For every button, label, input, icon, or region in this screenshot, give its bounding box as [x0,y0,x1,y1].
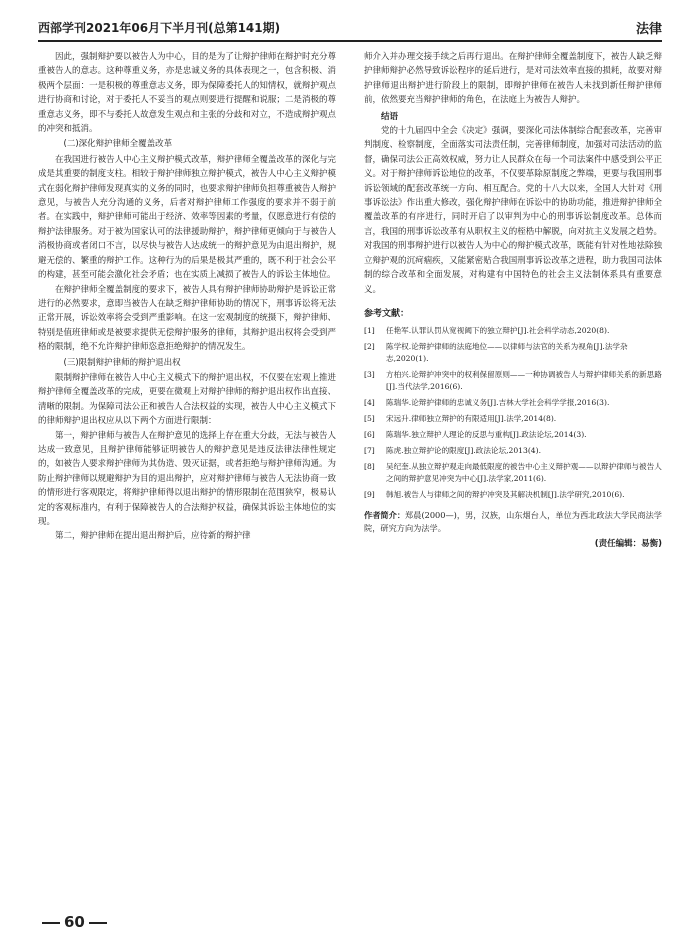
paragraph: 第一，辩护律师与被告人在辩护意见的选择上存在重大分歧，无法与被告人达成一致意见，且辩护律师能够证明被告人的辩护意见是违反法律法律性规定的，如被告人要求辩护律师为其伪造、毁灭证据，或者拒绝与辩护律师沟通。为防止辩护律师以规避辩护为目的退出辩护，应对辩护律师与被告人无法协商一致的情形进行客观限定，将辩护律师得以退出辩护的情形限制在范围狭窄，极易认定的客观标准内，有利于保障被告人的合法辩护权益，确保其诉讼主体地位的实现。 [38,430,336,527]
section-heading: (三)限制辩护律师的辩护退出权 [63,357,181,368]
reference-item: [4] 陈瑞华.论辩护律师的忠诚义务[J].吉林大学社会科学学报,2016(3). [364,398,610,408]
paragraph: 在辩护律师全覆盖制度的要求下，被告人具有辩护律师协助辩护是诉讼正常进行的必然要求，意即当被告人在缺乏辩护律师协助的情况下，刑事诉讼将无法正常开展，诉讼效率将会受到严重影响。在这一宏观制度的统摄下，辩护律师、特别是值班律师或是被要求提供无偿辩护服务的律师，其辩护退出权将会受到严格的限制，绝不允许辩护律师恣意拒绝辩护的情况发生。 [38,284,336,353]
references-heading: 参考文献： [364,308,410,319]
editor-note: (责任编辑：易衡) [594,539,662,550]
footer-dash [42,922,60,924]
reference-item: [3] 方柏兴.论辩护冲突中的权利保留原则——一种协调被告人与辩护律师关系的新思路[J].当代法学,2016(6). [364,370,662,392]
reference-item: [9] 韩旭.被告人与律师之间的辩护冲突及其解决机制[J].法学研究,2010(6). [364,490,625,500]
paragraph: 师介入并办理交接手续之后再行退出。在辩护律师全覆盖制度下，被告人缺乏辩护律师辩护必然导致诉讼程序的延后进行，是对司法效率直接的损耗，故要对辩护律师退出辩护进行阶段上的限制，即辩护律师在被告人未找到新任辩护律师前，依然要充当辩护律师的角色，在法庭上为被告人辩护。 [364,52,662,106]
reference-item: [1] 任艳军.认罪认罚从宽视阈下的独立辩护[J].社会科学动态,2020(8). [364,326,610,336]
footer-dash [89,922,107,924]
author-text: 郑晨(2000—)，男，汉族，山东烟台人，单位为西北政法大学民商法学院，研究方向为法学。 [364,510,662,534]
conclusion-heading: 结语 [381,111,399,122]
journal-title: 西部学刊2021年06月下半月刊(总第141期) [38,21,281,35]
paragraph: 第二，辩护律师在提出退出辩护后，应待新的辩护律 [55,531,251,542]
paragraph: 限制辩护律师在被告人中心主义模式下的辩护退出权，不仅要在宏观上推进辩护律师全覆盖改革的完成，更要在微观上对辩护律师的辩护退出权作出直接、清晰的限制。为保障司法公正和被告人合法权益的实现，被告人中心主义模式下的律师辩护退出权应从以下两个方面进行限制： [38,372,336,427]
section-label: 法律 [635,22,662,37]
reference-item: [5] 宋远升.律师独立辩护的有限适用[J].法学,2014(8). [364,414,557,424]
reference-item: [8] 吴纪奎.从独立辩护观走向最低限度的被告中心主义辩护观——以辩护律师与被告人之间的辩护意见冲突为中心[J].法学家,2011(6). [364,462,662,484]
references-list [364,325,662,501]
paragraph: 在我国进行被告人中心主义辩护模式改革，辩护律师全覆盖改革的深化与完成是其重要的制度支柱。相较于辩护律师独立辩护模式，被告人中心主义辩护模式在弱化辩护律师发现真实的义务的同时，也要求辩护律师负担尊重被告人辩护意见，与被告人充分沟通的义务，后者对辩护律师工作强度的要求并不弱于前者。在实践中，辩护律师可能出于经济、效率等因素的考量，仅愿意进行有偿的辩护法律服务。对于被为国家认可的法律援助辩护，辩护律师更倾向于与被告人消极协商或者闭口不言，以尽快与被告人达成统一的辩护意见为由退出辩护，规避无偿的、繁重的辩护工作。这种行为的后果是极其严重的，既不利于社会公平的构建，甚至可能会激化社会矛盾；也在实质上减损了被告人的诉讼主体地位。 [38,154,336,281]
section-heading: (二)深化辩护律师全覆盖改革 [63,139,173,150]
reference-item: [7] 陈虎.独立辩护论的限度[J].政法论坛,2013(4). [364,446,542,456]
reference-item: [2] 陈学权.论辩护律师的法庭地位——以律师与法官的关系为视角[J].法学杂志,2020(1). [364,342,628,364]
author-bio [364,509,662,535]
page-header [38,16,662,42]
paragraph: 因此，强制辩护要以被告人为中心，目的是为了让辩护律师在辩护时充分尊重被告人的意志。这种尊重义务，亦是忠诚义务的具体表现之一，包含积极、消极两个层面：一是积极的尊重意志义务，即为保障委托人的知情权，就辩护观点进行协商和讨论，对于委托人不妥当的观点则要进行提醒和说服；二是消极的尊重意志义务，即不与委托人故意发生观点和主张的分歧和对立，不造成辩护观点的冲突和抵消。 [38,52,336,135]
author-label: 作者简介： [364,510,406,521]
left-column [38,50,336,544]
reference-item: [6] 陈瑞华.独立辩护人理论的反思与重构[J].政法论坛,2014(3). [364,430,587,440]
page-number: 60 [64,913,85,931]
page-footer [38,913,111,931]
paragraph: 党的十九届四中全会《决定》强调，要深化司法体制综合配套改革，完善审判制度、检察制度，全面落实司法责任制，完善律师制度，加强对司法活动的监督，确保司法公正高效权威，努力让人民群众在每一个司法案件中感受到公平正义。对于辩护律师诉讼地位的改革，不仅要革除原制度之弊端，更要与我国刑事诉讼领域的配套改革统一方向、相互配合。党的十八大以来，全国人大针对《刑事诉讼法》作出重大修改，强化辩护律师在诉讼中的协助功能，推进辩护律师全覆盖改革的有序进行，同时开启了以审判为中心的刑事诉讼制度改革。总体而言，我国的刑事诉讼改革有从职权主义的桎梏中解脱，向对抗主义发展之趋势。对我国的刑事辩护进行以被告人为中心的辩护模式改革，既能有针对性地祛除独立辩护观的沉疴痼疾，又能紧密贴合我国刑事诉讼改革之进程，助力我国司法体制的综合改革和全面发展，对构建有中国特色的社会主义法制体系具有重要意义。 [364,126,662,295]
right-column [364,50,662,552]
